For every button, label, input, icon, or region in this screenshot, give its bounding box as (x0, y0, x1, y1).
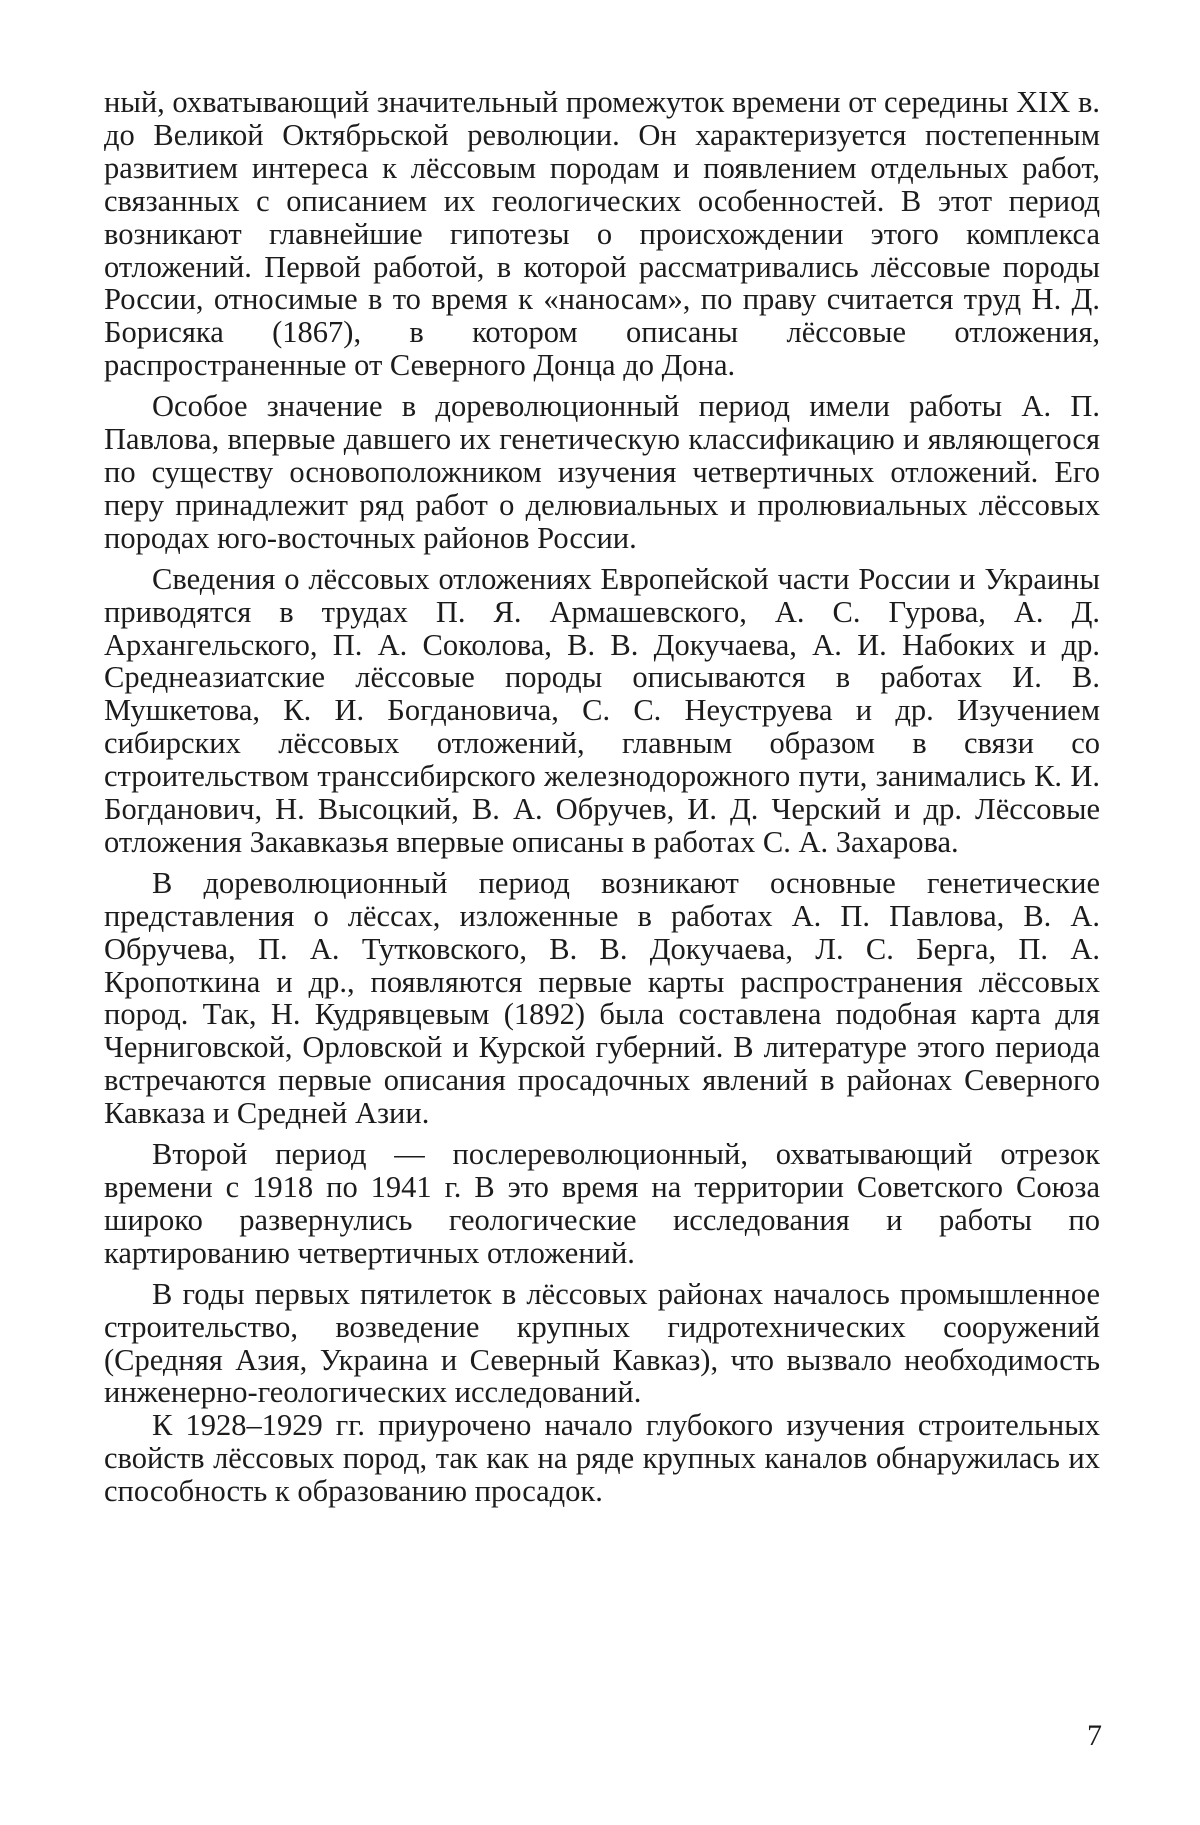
body-text (104, 86, 1100, 1508)
paragraph-1: ный, охватывающий значительный промежуток времени от середины XIX в. до Великой Октябрьской революции. Он характеризуется постепенным развитием интереса к лёссовым породам и появлением отдельных работ, связанных с описанием их геологических особенностей. В этот период возникают главнейшие гипотезы о происхождении этого комплекса отложений. Первой работой, в которой рассматривались лёссовые породы России, относимые в то время к «наносам», по праву считается труд Н. Д. Борисяка (1867), в котором описаны лёссовые отложения, распространенные от Северного Донца до Дона. (104, 85, 1100, 383)
paragraph-5: Второй период — послереволюционный, охватывающий отрезок времени с 1918 по 1941 г. В это время на территории Советского Союза широко развернулись геологические исследования и работы по картированию четвертичных отложений. (104, 1137, 1100, 1270)
page-number: 7 (1087, 1719, 1102, 1752)
paragraph-4: В дореволюционный период возникают основные генетические представления о лёссах, изложенные в работах А. П. Павлова, В. А. Обручева, П. А. Тутковского, В. В. Докучаева, Л. С. Берга, П. А. Кропоткина и др., появляются первые карты распространения лёссовых пород. Так, Н. Кудрявцевым (1892) была составлена подобная карта для Черниговской, Орловской и Курской губерний. В литературе этого периода встречаются первые описания просадочных явлений в районах Северного Кавказа и Средней Азии. (104, 865, 1100, 1131)
paragraph-7: К 1928–1929 гг. приурочено начало глубокого изучения строительных свойств лёссовых пород, так как на ряде крупных каналов обнаружилась их способность к образованию просадок. (104, 1408, 1100, 1509)
paragraph-2: Особое значение в дореволюционный период имели работы А. П. Павлова, впервые давшего их генетическую классификацию и являющегося по существу основоположником изучения четвертичных отложений. Его перу принадлежит ряд работ о делювиальных и пролювиальных лёссовых породах юго-восточных районов России. (104, 389, 1100, 555)
paragraph-3: Сведения о лёссовых отложениях Европейской части России и Украины приводятся в трудах П. Я. Армашевского, А. С. Гурова, А. Д. Архангельского, П. А. Соколова, В. В. Докучаева, А. И. Набоких и др. Среднеазиатские лёссовые породы описываются в работах И. В. Мушкетова, К. И. Богдановича, С. С. Неуструева и др. Изучением сибирских лёссовых отложений, главным образом в связи со строительством транссибирского железнодорожного пути, занимались К. И. Богданович, Н. Высоцкий, В. А. Обручев, И. Д. Черский и др. Лёссовые отложения Закавказья впервые описаны в работах С. А. Захарова. (104, 561, 1100, 859)
paragraph-6: В годы первых пятилеток в лёссовых районах началось промышленное строительство, возведение крупных гидротехнических сооружений (Средняя Азия, Украина и Северный Кавказ), что вызвало необходимость инженерно-геологических исследований. (104, 1276, 1100, 1410)
